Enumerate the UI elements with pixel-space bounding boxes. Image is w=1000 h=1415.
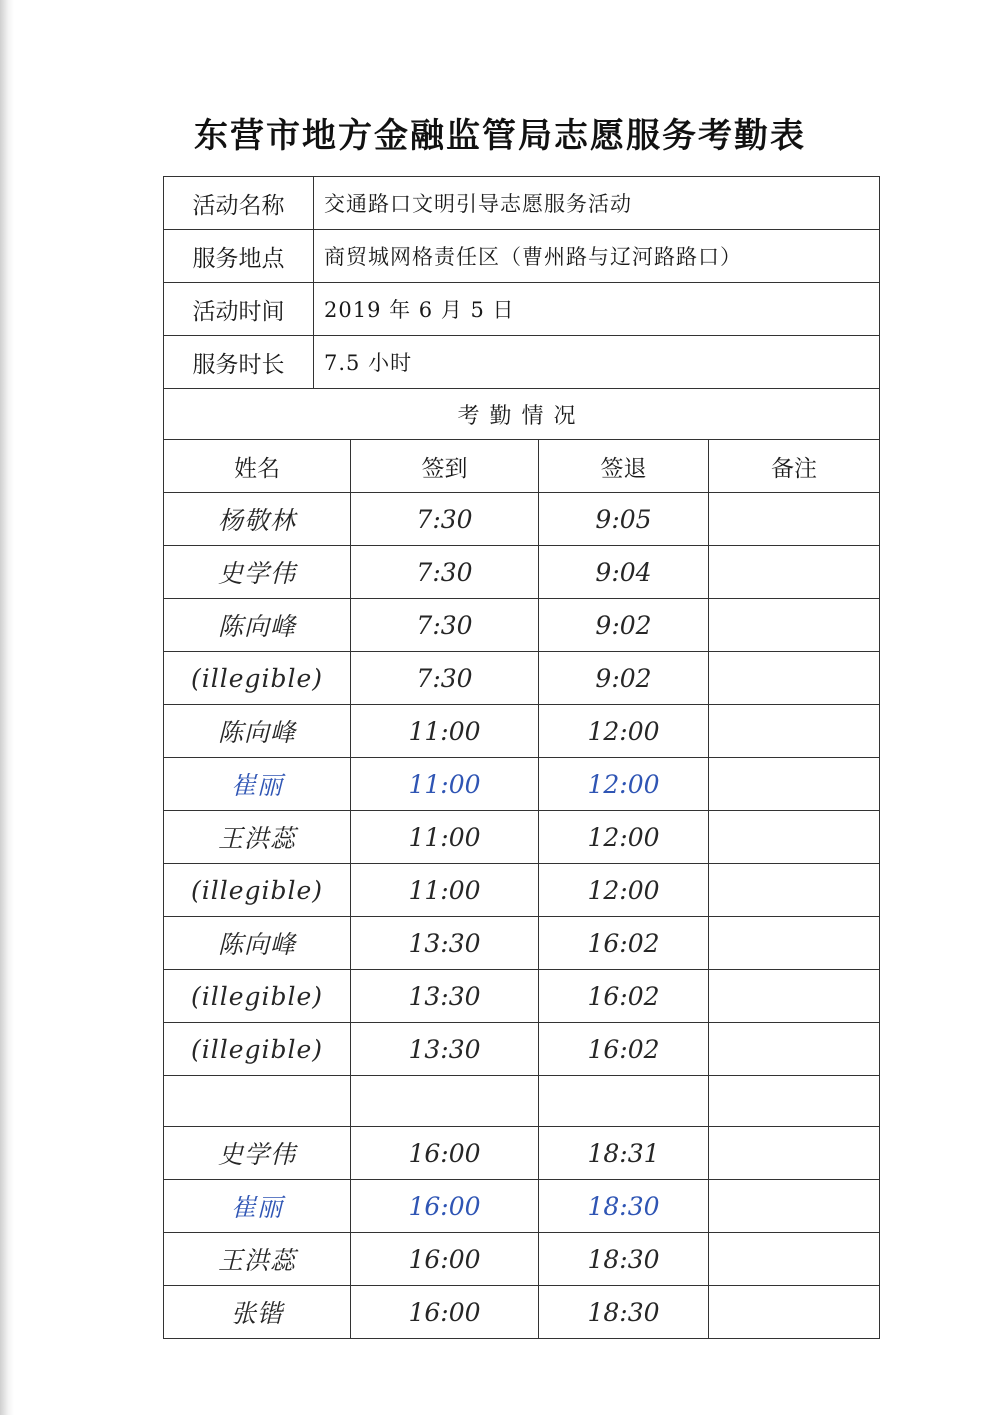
checkin-time-cell [351,1286,539,1339]
info-value: 7.5 小时 [314,336,880,389]
attendee-name-signature-cell [164,493,351,546]
checkin-time: 13:30 [408,1034,481,1064]
info-row-activity-date [164,283,880,336]
checkout-time: 18:30 [587,1297,660,1327]
remark-cell-cell [709,1127,880,1180]
checkin-time: 11:00 [408,769,481,799]
checkout-time: 9:02 [595,610,652,640]
checkout-time-cell [539,811,709,864]
checkout-time: 18:30 [587,1191,660,1221]
checkin-time-cell [351,811,539,864]
remark-cell-cell [709,970,880,1023]
checkin-time-cell [351,864,539,917]
checkin-time-cell [351,1076,539,1127]
checkin-time-cell [351,652,539,705]
checkout-time: 9:04 [595,557,652,587]
checkin-time-cell [351,1127,539,1180]
checkout-time-cell [539,970,709,1023]
remark-cell-cell [709,1233,880,1286]
attendee-name-signature-cell [164,1023,351,1076]
checkout-time-cell [539,1286,709,1339]
attendance-row [164,652,880,705]
attendee-name-signature: (illegible) [190,875,324,905]
checkout-time-cell [539,758,709,811]
checkin-time: 13:30 [408,928,481,958]
checkout-time: 9:05 [595,504,652,534]
checkin-time: 16:00 [408,1138,481,1168]
checkout-time-cell [539,652,709,705]
checkin-time-cell [351,493,539,546]
attendance-row [164,917,880,970]
attendance-column-headers [164,440,880,493]
checkin-time: 16:00 [408,1244,481,1274]
checkin-time: 13:30 [408,981,481,1011]
checkin-time-cell [351,1180,539,1233]
attendee-name-signature: 史学伟 [217,559,296,588]
attendee-name-signature: 崔丽 [230,771,283,800]
attendance-row [164,705,880,758]
attendance-row [164,1233,880,1286]
attendance-row [164,493,880,546]
checkin-time-cell [351,1023,539,1076]
attendance-row [164,864,880,917]
checkin-time-cell [351,546,539,599]
column-header-checkin: 签到 [351,440,539,493]
attendee-name-signature: 陈向峰 [217,930,296,959]
info-value: 交通路口文明引导志愿服务活动 [314,177,880,230]
remark-cell-cell [709,546,880,599]
attendee-name-signature-cell [164,599,351,652]
attendance-row [164,758,880,811]
attendee-name-signature-cell [164,811,351,864]
info-value: 2019 年 6 月 5 日 [314,283,880,336]
checkin-time-cell [351,705,539,758]
checkout-time-cell [539,705,709,758]
attendee-name-signature-cell [164,1180,351,1233]
section-title: 考勤情况 [164,389,880,440]
checkout-time: 12:00 [587,769,660,799]
checkin-time: 11:00 [408,822,481,852]
attendee-name-signature: 王洪蕊 [217,1246,296,1275]
attendee-name-signature-cell [164,917,351,970]
remark-cell-cell [709,1180,880,1233]
attendance-row [164,1023,880,1076]
remark-cell-cell [709,811,880,864]
remark-cell-cell [709,1023,880,1076]
remark-cell-cell [709,758,880,811]
attendee-name-signature-cell [164,1233,351,1286]
attendance-form [163,176,880,1339]
checkout-time-cell [539,599,709,652]
column-header-remark: 备注 [709,440,880,493]
checkin-time: 7:30 [416,504,473,534]
attendance-row [164,1180,880,1233]
attendee-name-signature: 陈向峰 [217,612,296,641]
attendee-name-signature: (illegible) [190,1034,324,1064]
checkin-time: 7:30 [416,610,473,640]
info-row-service-duration [164,336,880,389]
scan-edge-shadow [0,0,14,1415]
checkout-time: 12:00 [587,875,660,905]
column-header-checkout: 签退 [539,440,709,493]
checkin-time-cell [351,970,539,1023]
checkout-time: 9:02 [595,663,652,693]
checkin-time: 11:00 [408,875,481,905]
checkout-time: 18:31 [587,1138,660,1168]
checkout-time: 16:02 [587,981,660,1011]
checkin-time-cell [351,599,539,652]
info-row-service-location [164,230,880,283]
attendance-row [164,970,880,1023]
attendee-name-signature-cell [164,1286,351,1339]
remark-cell-cell [709,1076,880,1127]
checkin-time: 16:00 [408,1297,481,1327]
info-label: 活动时间 [164,283,314,336]
checkin-time: 7:30 [416,557,473,587]
checkout-time-cell [539,1233,709,1286]
checkout-time-cell [539,546,709,599]
column-header-name: 姓名 [164,440,351,493]
checkout-time: 12:00 [587,822,660,852]
attendee-name-signature-cell [164,864,351,917]
attendance-row [164,1127,880,1180]
attendee-name-signature-cell [164,705,351,758]
attendance-row [164,811,880,864]
checkin-time-cell [351,758,539,811]
attendance-row [164,1076,880,1127]
attendee-name-signature: 王洪蕊 [217,824,296,853]
checkout-time-cell [539,917,709,970]
attendance-section-header [164,389,880,440]
remark-cell-cell [709,705,880,758]
checkin-time: 7:30 [416,663,473,693]
checkin-time-cell [351,1233,539,1286]
checkout-time-cell [539,1023,709,1076]
remark-cell-cell [709,599,880,652]
remark-cell-cell [709,493,880,546]
checkin-time: 16:00 [408,1191,481,1221]
checkout-time-cell [539,1180,709,1233]
checkout-time: 18:30 [587,1244,660,1274]
checkout-time-cell [539,1127,709,1180]
attendance-row [164,546,880,599]
attendee-name-signature-cell [164,970,351,1023]
remark-cell-cell [709,864,880,917]
document-title: 东营市地方金融监管局志愿服务考勤表 [194,116,806,156]
info-label: 活动名称 [164,177,314,230]
attendee-name-signature-cell [164,546,351,599]
attendee-name-signature-cell [164,758,351,811]
checkout-time: 16:02 [587,928,660,958]
attendance-row [164,599,880,652]
attendee-name-signature-cell [164,1076,351,1127]
attendee-name-signature: 崔丽 [230,1193,283,1222]
remark-cell-cell [709,917,880,970]
attendee-name-signature: 史学伟 [217,1140,296,1169]
attendee-name-signature: (illegible) [190,663,324,693]
info-label: 服务地点 [164,230,314,283]
remark-cell-cell [709,652,880,705]
attendance-row [164,1286,880,1339]
info-label: 服务时长 [164,336,314,389]
attendee-name-signature-cell [164,1127,351,1180]
checkout-time: 12:00 [587,716,660,746]
checkout-time-cell [539,493,709,546]
attendee-name-signature-cell [164,652,351,705]
checkin-time-cell [351,917,539,970]
info-value: 商贸城网格责任区（曹州路与辽河路路口） [314,230,880,283]
attendee-name-signature: 陈向峰 [217,718,296,747]
checkout-time-cell [539,864,709,917]
checkout-time: 16:02 [587,1034,660,1064]
attendee-name-signature: 张锴 [230,1299,283,1328]
attendee-name-signature: (illegible) [190,981,324,1011]
attendee-name-signature: 杨敬林 [217,506,296,535]
info-row-activity-name [164,177,880,230]
checkin-time: 11:00 [408,716,481,746]
remark-cell-cell [709,1286,880,1339]
checkout-time-cell [539,1076,709,1127]
